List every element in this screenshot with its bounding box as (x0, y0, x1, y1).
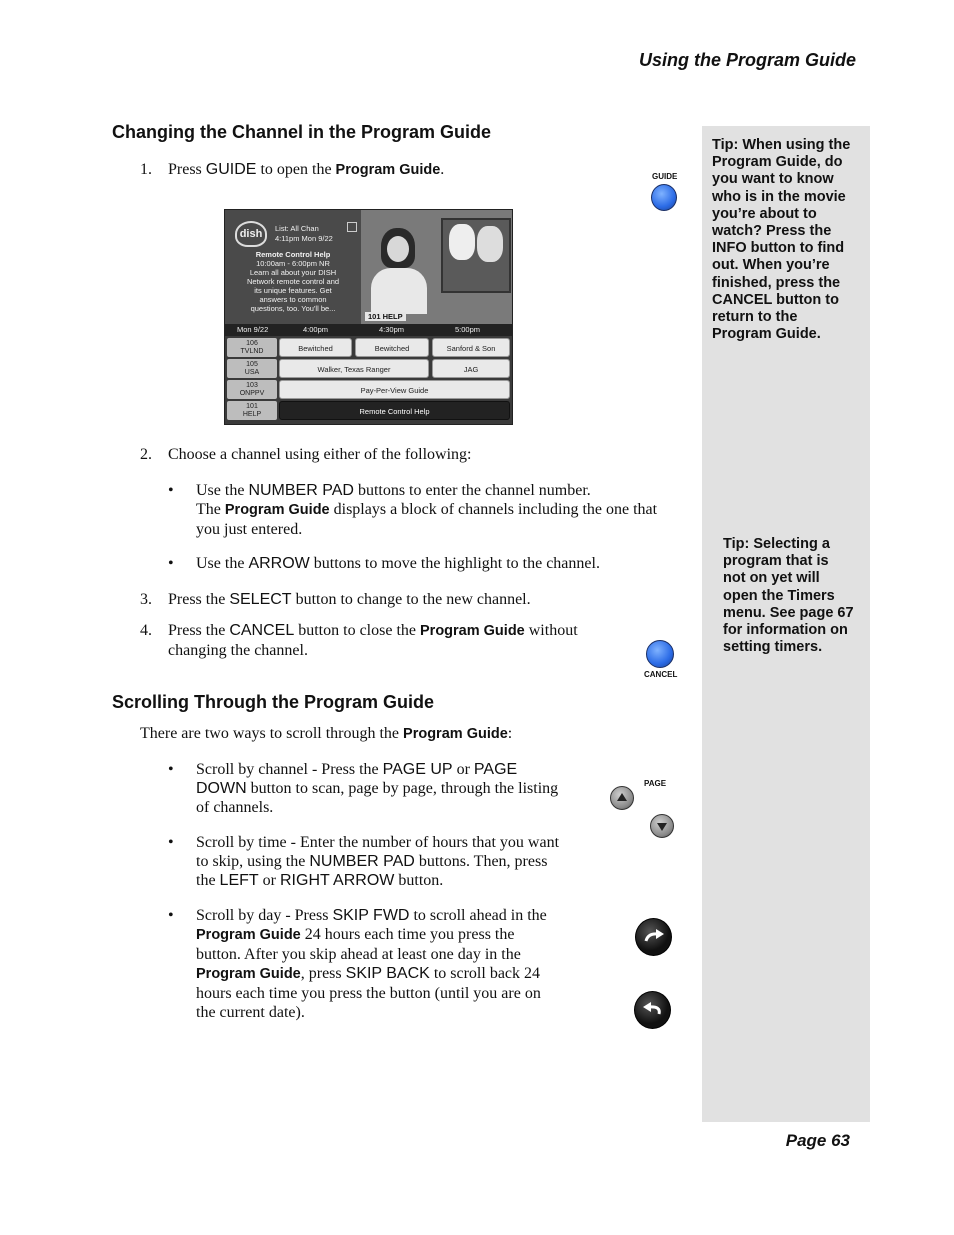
tv-icon (347, 222, 357, 232)
text: without (524, 622, 578, 639)
list-label: List: All Chan (275, 224, 319, 233)
tip-line: Program Guide. (712, 326, 821, 343)
channel-row-label: 105 USA (227, 359, 277, 378)
section-title-scrolling: Scrolling Through the Program Guide (112, 692, 435, 712)
tip-line: you’re about to (712, 205, 817, 222)
guide-cell: JAG (432, 359, 510, 378)
tip-line: watch? Press the (712, 223, 832, 240)
page-down-button-icon (650, 814, 674, 838)
guide-cell: Walker, Texas Ranger (279, 359, 429, 378)
channel-row-label: 101 HELP (227, 401, 277, 420)
ui-name: Program Guide (335, 162, 441, 178)
tip-line: setting timers. (723, 639, 823, 656)
bullet: • (168, 907, 174, 924)
text: to scroll ahead in the (409, 907, 547, 924)
button-name: NUMBER PAD (309, 853, 415, 870)
button-name: DOWN (196, 780, 247, 797)
text: Use the (196, 555, 249, 572)
bullet: • (168, 555, 174, 572)
tip-line: questions, too. You'll be... (250, 304, 336, 313)
ui-name: Program Guide (224, 502, 330, 518)
text: Press the (168, 622, 230, 639)
info-panel (225, 210, 361, 324)
text: Press (168, 161, 206, 178)
running-header: Using the Program Guide (638, 50, 856, 70)
timebar-date: Mon 9/22 (237, 325, 269, 334)
text: Use the (196, 482, 249, 499)
button-name: LEFT (219, 872, 259, 889)
skip-fwd-button-icon (635, 918, 672, 956)
button-name: PAGE UP (382, 761, 453, 778)
text: to scroll back 24 (429, 965, 541, 982)
text: the current date). (196, 1004, 305, 1021)
program-title: Remote Control Help (255, 250, 331, 259)
tip-line: program that is (723, 553, 829, 570)
text: Choose a channel using either of the following: (168, 446, 472, 463)
program-time: 10:00am - 6:00pm NR (256, 259, 330, 268)
text: changing the channel. (168, 642, 308, 659)
text: : (507, 725, 513, 742)
text: hours each time you press the button (until you are on (196, 985, 541, 1002)
tip-line: Tip: When using the (712, 137, 851, 153)
guide-cell: Bewitched (355, 338, 429, 357)
ui-name: Program Guide (196, 966, 301, 982)
tip-timers (723, 536, 868, 656)
text: you just entered. (196, 521, 303, 538)
guide-cell: Bewitched (279, 338, 352, 357)
text: button to scan, page by page, through the listing (246, 780, 559, 797)
text: button to close the (294, 622, 420, 639)
text: or (452, 761, 474, 778)
program-guide-screenshot (224, 209, 513, 425)
cancel-button-icon (646, 640, 674, 668)
bullet: • (168, 482, 174, 499)
ui-name: Program Guide (403, 726, 508, 742)
timebar-slot: 4:00pm (303, 325, 329, 334)
tip-line: Learn all about your DISH (249, 268, 337, 277)
button-name: ARROW (248, 555, 310, 572)
guide-label: GUIDE (652, 172, 678, 181)
text: The (196, 501, 225, 518)
video-preview (361, 210, 513, 324)
button-name: CANCEL (229, 622, 295, 639)
text: buttons to enter the channel number. (353, 482, 591, 499)
tip-line: answers to common (259, 295, 327, 304)
step-number: 3. (140, 591, 152, 608)
button-name: SELECT (229, 591, 292, 608)
step-number: 1. (140, 161, 152, 178)
video-caption: 101 HELP (365, 312, 406, 321)
tip-line: INFO button to find (712, 240, 845, 257)
channel-row-label: 103 ONPPV (227, 380, 277, 399)
tip-line: not on yet will (723, 570, 820, 587)
timebar (225, 324, 513, 336)
tip-line: out. When you’re (712, 257, 830, 274)
text: to skip, using the (196, 853, 310, 870)
text: the (196, 872, 220, 889)
clock: 4:11pm Mon 9/22 (275, 234, 333, 243)
tip-line: finished, press the (712, 274, 841, 291)
button-name: PAGE (473, 761, 518, 778)
text: displays a block of channels including the one that (329, 501, 658, 518)
scroll-intro (140, 724, 512, 744)
page-up-button-icon (610, 786, 634, 810)
tip-line: Program Guide, do (712, 154, 843, 171)
page-number: Page 63 (785, 1131, 850, 1150)
button-name: NUMBER PAD (248, 482, 354, 499)
text: . (440, 161, 445, 178)
tip-line: CANCEL button to (712, 291, 839, 308)
page-label: PAGE (644, 779, 667, 788)
step-number: 2. (140, 446, 152, 463)
tip-guide-info (712, 137, 867, 343)
text: button. After you skip ahead at least one day in the (196, 946, 521, 963)
text: button to change to the new channel. (291, 591, 531, 608)
section-title-changing-channel: Changing the Channel in the Program Guide (112, 122, 492, 142)
bullet: • (168, 761, 174, 778)
bullet: • (168, 834, 174, 851)
ui-name: Program Guide (196, 927, 301, 943)
tip-line: Tip: Selecting a (723, 536, 830, 552)
button-name: SKIP FWD (332, 907, 410, 924)
dish-logo: dish (235, 221, 267, 247)
channel-row-label: 106 TVLND (227, 338, 277, 357)
text: or (258, 872, 280, 889)
text: to open the (256, 161, 336, 178)
step-number: 4. (140, 622, 152, 639)
text: buttons. Then, press (414, 853, 548, 870)
guide-cell: Pay-Per-View Guide (279, 380, 510, 399)
button-name: SKIP BACK (345, 965, 430, 982)
tip-line: for information on (723, 622, 848, 639)
text: Scroll by channel - Press the (196, 761, 383, 778)
ui-name: Program Guide (420, 623, 525, 639)
guide-button-icon (651, 184, 677, 211)
button-name: RIGHT ARROW (280, 872, 395, 889)
text: buttons to move the highlight to the channel. (309, 555, 600, 572)
text: of channels. (196, 799, 274, 816)
cancel-label: CANCEL (644, 670, 678, 679)
tip-line: menu. See page 67 (723, 604, 854, 621)
program-description (225, 268, 361, 313)
text: Press the (168, 591, 230, 608)
text: , press (300, 965, 346, 982)
button-name: GUIDE (205, 161, 257, 178)
text: Scroll by day - Press (196, 907, 333, 924)
text: 24 hours each time you press the (300, 926, 515, 943)
text: Scroll by time - Enter the number of hours that you want (196, 834, 560, 851)
tip-line: Network remote control and (246, 277, 340, 286)
tip-line: return to the (712, 309, 798, 326)
text: button. (394, 872, 444, 889)
tip-line: who is in the movie (712, 188, 846, 205)
skip-back-button-icon (634, 991, 671, 1029)
timebar-slot: 4:30pm (379, 325, 405, 334)
guide-cell-highlighted: Remote Control Help (279, 401, 510, 420)
text: There are two ways to scroll through the (140, 725, 404, 742)
timebar-slot: 5:00pm (455, 325, 481, 334)
tip-line: you want to know (712, 171, 834, 188)
guide-cell: Sanford & Son (432, 338, 510, 357)
tip-line: open the Timers (723, 587, 835, 604)
tip-line: its unique features. Get (254, 286, 332, 295)
